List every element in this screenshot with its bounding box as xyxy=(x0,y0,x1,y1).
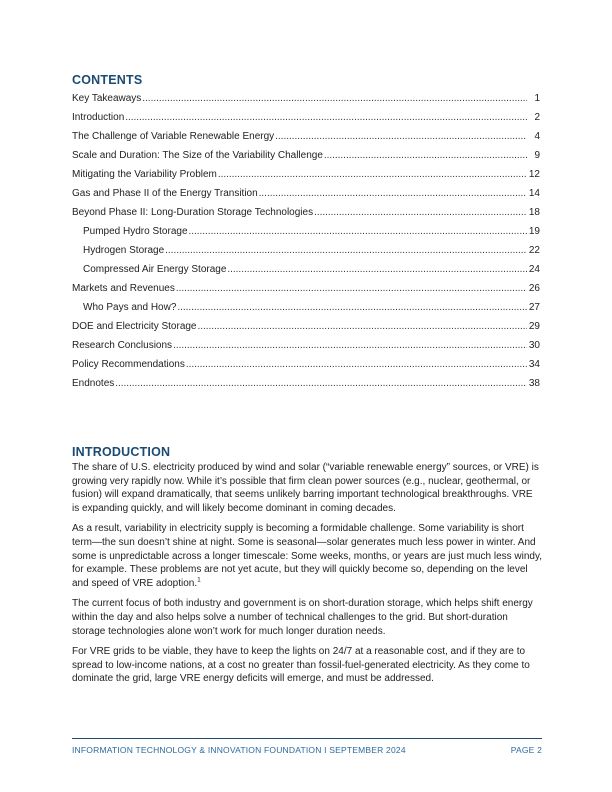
toc-entry-label: Research Conclusions xyxy=(72,340,173,351)
dot-leader xyxy=(186,355,527,374)
toc-entry[interactable] xyxy=(72,127,540,146)
toc-entry[interactable] xyxy=(72,279,540,298)
toc-entry[interactable] xyxy=(72,165,540,184)
contents-heading: CONTENTS xyxy=(72,73,143,87)
dot-leader xyxy=(125,108,527,127)
toc-entry-page: 34 xyxy=(528,359,540,370)
toc-entry-page: 9 xyxy=(534,150,540,161)
dot-leader xyxy=(177,298,527,317)
toc-entry-page: 29 xyxy=(528,321,540,332)
dot-leader xyxy=(142,89,527,108)
dot-leader xyxy=(227,260,527,279)
toc-entry[interactable] xyxy=(72,108,540,127)
dot-leader xyxy=(198,317,528,336)
toc-entry[interactable] xyxy=(72,336,540,355)
dot-leader xyxy=(314,203,527,222)
dot-leader xyxy=(165,241,527,260)
toc-entry[interactable] xyxy=(72,203,540,222)
toc-entry-label: DOE and Electricity Storage xyxy=(72,321,197,332)
page-number: PAGE 2 xyxy=(510,745,542,755)
toc-entry-label: Scale and Duration: The Size of the Variability Challenge xyxy=(72,150,323,161)
toc-entry-page: 12 xyxy=(528,169,540,180)
toc-entry[interactable] xyxy=(72,89,540,108)
toc-entry-page: 30 xyxy=(528,340,540,351)
toc-entry-label: Pumped Hydro Storage xyxy=(83,226,188,237)
dot-leader xyxy=(324,146,527,165)
toc-entry[interactable] xyxy=(72,374,540,393)
toc-entry-page: 27 xyxy=(528,302,540,313)
toc-entry-label: Policy Recommendations xyxy=(72,359,185,370)
toc-entry-label: Markets and Revenues xyxy=(72,283,175,294)
paragraph: The share of U.S. electricity produced by wind and solar (“variable renewable energy” sources, or VRE) is growing very rapidly now. While it’s possible that firm clean power sources (e.g., nuclear, geothermal, or fusion) will expand dramatically, that seems unlikely barring important technological breakthroughs. VRE is expanding quickly, and will likely become dominant in coming decades. xyxy=(72,462,539,514)
dot-leader xyxy=(115,374,527,393)
toc-subentry[interactable] xyxy=(72,260,540,279)
toc-entry-label: Introduction xyxy=(72,112,125,123)
toc-entry-label: Hydrogen Storage xyxy=(83,245,165,256)
dot-leader xyxy=(275,127,527,146)
toc-entry-label: Key Takeaways xyxy=(72,93,142,104)
toc-entry-label: Who Pays and How? xyxy=(83,302,177,313)
footer-publisher: INFORMATION TECHNOLOGY & INNOVATION FOUNDATION I SEPTEMBER 2024 xyxy=(72,745,406,755)
toc-subentry[interactable] xyxy=(72,298,540,317)
toc-subentry[interactable] xyxy=(72,222,540,241)
toc-entry-label: Compressed Air Energy Storage xyxy=(83,264,227,275)
introduction-heading: INTRODUCTION xyxy=(72,445,171,459)
toc-entry-label: Mitigating the Variability Problem xyxy=(72,169,217,180)
toc-entry-label: The Challenge of Variable Renewable Energy xyxy=(72,131,275,142)
table-of-contents xyxy=(72,89,540,393)
footnote-marker[interactable]: 1 xyxy=(197,576,201,584)
toc-entry[interactable] xyxy=(72,355,540,374)
toc-entry[interactable] xyxy=(72,184,540,203)
toc-entry-page: 1 xyxy=(534,93,540,104)
toc-entry-label: Beyond Phase II: Long-Duration Storage Technologies xyxy=(72,207,314,218)
toc-entry[interactable] xyxy=(72,146,540,165)
toc-entry-page: 24 xyxy=(528,264,540,275)
footer-divider xyxy=(72,738,542,739)
introduction-body xyxy=(72,461,542,693)
toc-entry-page: 14 xyxy=(528,188,540,199)
dot-leader xyxy=(173,336,527,355)
dot-leader xyxy=(259,184,527,203)
page-footer xyxy=(72,745,542,755)
paragraph: For VRE grids to be viable, they have to keep the lights on 24/7 at a reasonable cost, and if they are to spread to low-income nations, at a cost no greater than fossil-fuel-generated electricity. As they come to dominate the grid, large VRE energy deficits will emerge, and must be addressed. xyxy=(72,646,530,685)
toc-entry-page: 4 xyxy=(534,131,540,142)
toc-subentry[interactable] xyxy=(72,241,540,260)
toc-entry-page: 18 xyxy=(528,207,540,218)
toc-entry-page: 22 xyxy=(528,245,540,256)
toc-entry-label: Gas and Phase II of the Energy Transition xyxy=(72,188,258,199)
toc-entry-page: 26 xyxy=(528,283,540,294)
toc-entry-page: 38 xyxy=(528,378,540,389)
dot-leader xyxy=(189,222,527,241)
toc-entry[interactable] xyxy=(72,317,540,336)
dot-leader xyxy=(176,279,527,298)
toc-entry-page: 2 xyxy=(534,112,540,123)
toc-entry-label: Endnotes xyxy=(72,378,115,389)
dot-leader xyxy=(218,165,527,184)
paragraph xyxy=(72,522,542,590)
paragraph-text: As a result, variability in electricity supply is becoming a formidable challenge. Some variability is short term—the sun doesn’t shine at night. Some is seasonal—solar generates much less power in winter. And some is unpredictable across a longer timescale: Some weeks, months, or years are just much less windy, for example. These problems are not yet acute, but they will quickly become so, depending on the level and speed of VRE adoption. xyxy=(72,523,543,589)
paragraph: The current focus of both industry and government is on short-duration storage, which helps shift energy within the day and also helps solve a number of technical challenges to the grid. But short-duration storage technologies alone won’t work for much longer duration needs. xyxy=(72,598,533,637)
toc-entry-page: 19 xyxy=(528,226,540,237)
